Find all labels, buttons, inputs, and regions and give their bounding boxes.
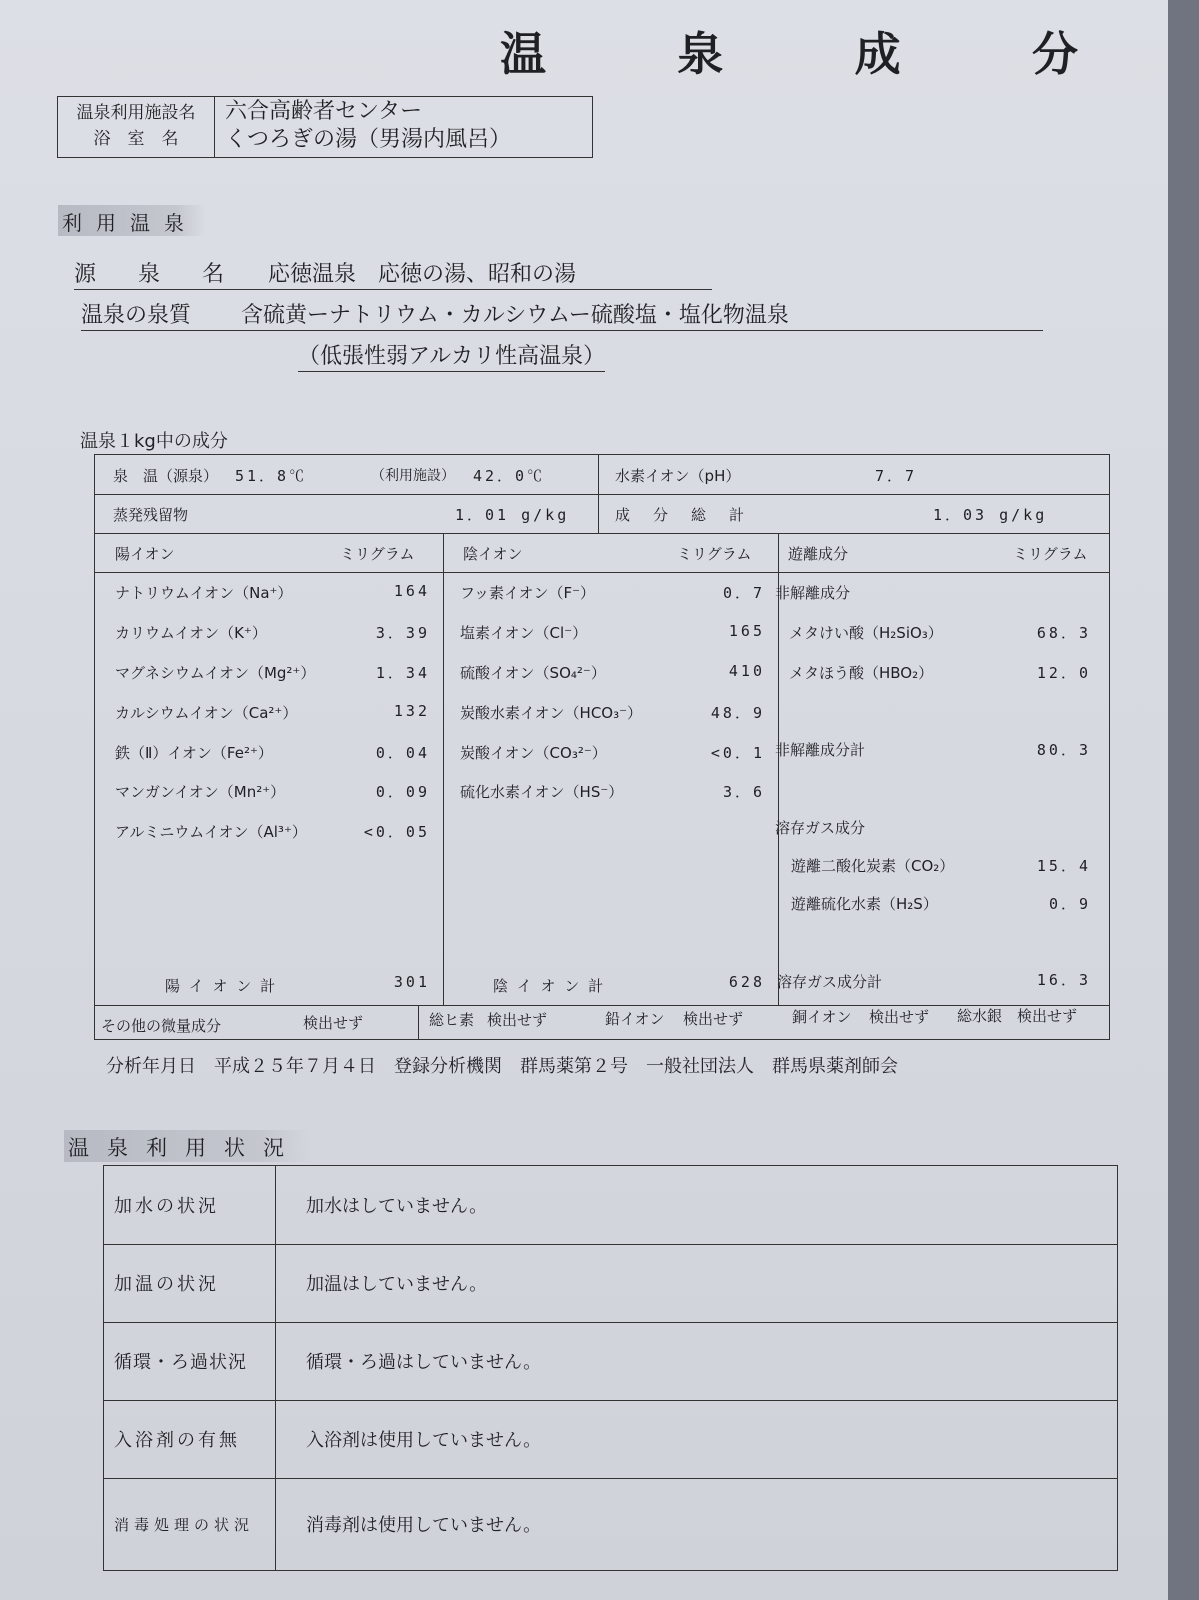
facility-values: [215, 97, 592, 157]
cation-value: 164: [393, 582, 430, 600]
nondissoc-name: メタほう酸（HBO₂）: [789, 664, 934, 682]
usage-row: [104, 1400, 1117, 1478]
gas-name: 遊離硫化水素（H₂S）: [791, 895, 938, 913]
ph-label: 水素イオン（pH）: [615, 467, 741, 485]
cation-value: 0．04: [375, 744, 430, 762]
usage-row-label: 加水の状況: [104, 1166, 276, 1244]
anion-value: 0．7: [722, 584, 765, 602]
divider: [778, 533, 779, 1005]
nondissoc-total-label: 非解離成分計: [775, 741, 866, 759]
total-label: 成 分 総 計: [615, 506, 749, 524]
quality-line: [81, 298, 1043, 331]
components-caption: 温泉１kg中の成分: [80, 431, 228, 452]
cation-header: 陽イオン: [115, 545, 175, 563]
divider: [443, 533, 444, 1005]
anion-value: <0．1: [710, 744, 765, 762]
nondissoc-total-value: 80．3: [1036, 741, 1091, 759]
gas-label: 溶存ガス成分: [775, 819, 866, 837]
anion-name: 塩素イオン（Cl⁻）: [460, 624, 588, 642]
usage-row: [104, 1478, 1117, 1570]
trace-item-value: 検出せず: [683, 1010, 744, 1028]
gas-value: 0．9: [1048, 895, 1091, 913]
nondissoc-value: 68．3: [1036, 624, 1091, 642]
anion-name: 硫化水素イオン（HS⁻）: [460, 783, 624, 801]
title-char-1: 温: [500, 27, 548, 81]
cation-value: 1．34: [375, 664, 430, 682]
cation-name: カリウムイオン（K⁺）: [115, 624, 267, 642]
usage-row-value: 入浴剤は使用していません。: [306, 1430, 542, 1451]
trace-item-value: 検出せず: [487, 1011, 548, 1029]
facility-labels: [58, 97, 215, 157]
cation-name: マンガンイオン（Mn²⁺）: [115, 783, 286, 801]
free-unit: ミリグラム: [1013, 545, 1088, 563]
nondissoc-label: 非解離成分: [775, 584, 851, 602]
ph-value: 7．7: [875, 467, 918, 485]
facility-label: 温泉利用施設名: [76, 103, 196, 123]
usage-row-label: 入浴剤の有無: [104, 1400, 276, 1478]
usage-row-value: 循環・ろ過はしていません。: [306, 1352, 542, 1373]
anion-name: 硫酸イオン（SO₄²⁻）: [460, 664, 606, 682]
anion-name: 炭酸イオン（CO₃²⁻）: [460, 744, 607, 762]
divider: [598, 455, 599, 533]
cation-name: 鉄（Ⅱ）イオン（Fe²⁺）: [115, 744, 273, 762]
usage-row: [104, 1166, 1117, 1244]
usage-table: [103, 1165, 1118, 1571]
source-label: 源 泉 名: [74, 262, 235, 287]
anion-name: フッ素イオン（F⁻）: [460, 584, 596, 602]
usage-row-label: 消毒処理の状況: [104, 1478, 276, 1570]
usage-row: [104, 1322, 1117, 1400]
anion-total-label: 陰 イ オ ン 計: [493, 977, 606, 995]
room-name: くつろぎの湯（男湯内風呂）: [225, 127, 512, 152]
components-table: [94, 454, 1110, 1040]
source-value: 応徳温泉 応徳の湯、昭和の湯: [268, 262, 577, 287]
temp-label: 泉 温（源泉）: [113, 467, 219, 485]
usage-row-label: 加温の状況: [104, 1244, 276, 1322]
page-title: [500, 18, 1080, 84]
quality-label: 温泉の泉質: [81, 303, 192, 328]
divider: [95, 494, 1109, 495]
anion-value: 410: [728, 662, 765, 680]
cation-value: 0．09: [375, 783, 430, 801]
usage-row-value: 加温はしていません。: [306, 1274, 488, 1295]
cation-value: <0．05: [363, 823, 430, 841]
anion-name: 炭酸水素イオン（HCO₃⁻）: [460, 704, 643, 722]
cation-name: マグネシウムイオン（Mg²⁺）: [115, 664, 316, 682]
residue-label: 蒸発残留物: [113, 506, 189, 524]
divider: [418, 1005, 419, 1039]
anion-value: 165: [728, 622, 765, 640]
usage-row: [104, 1244, 1117, 1322]
usage-row-value: 加水はしていません。: [306, 1196, 488, 1217]
trace-item-name: 総水銀: [957, 1007, 1003, 1025]
usage-row-label: 循環・ろ過状況: [104, 1322, 276, 1400]
gas-value: 15．4: [1036, 857, 1091, 875]
trace-label-value: 検出せず: [303, 1014, 364, 1032]
cation-name: アルミニウムイオン（Al³⁺）: [115, 823, 307, 841]
trace-label: その他の微量成分: [101, 1017, 222, 1035]
free-header: 遊離成分: [788, 545, 849, 563]
nondissoc-name: メタけい酸（H₂SiO₃）: [789, 624, 943, 642]
anion-total-value: 628: [728, 973, 765, 991]
usage-row-value: 消毒剤は使用していません。: [306, 1515, 542, 1536]
gas-total-value: 16．3: [1036, 971, 1091, 989]
cation-value: 3．39: [375, 624, 430, 642]
anion-value: 48．9: [710, 704, 765, 722]
analysis-info: 分析年月日 平成２５年７月４日 登録分析機関 群馬薬第２号 一般社団法人 群馬県薬剤師会: [106, 1056, 898, 1077]
cation-total-label: 陽 イ オ ン 計: [165, 977, 278, 995]
gas-total-label: 溶存ガス成分計: [777, 973, 883, 991]
anion-value: 3．6: [722, 783, 765, 801]
anion-header: 陰イオン: [463, 545, 523, 563]
title-char-3: 成: [854, 27, 903, 81]
cation-name: カルシウムイオン（Ca²⁺）: [115, 704, 298, 722]
facility-box: [57, 96, 593, 158]
cation-name: ナトリウムイオン（Na⁺）: [115, 584, 293, 602]
anion-unit: ミリグラム: [677, 545, 752, 563]
residue-value: 1．01 g/kg: [455, 506, 570, 524]
trace-item-value: 検出せず: [869, 1008, 930, 1026]
nondissoc-value: 12．0: [1036, 664, 1091, 682]
section-heading-usage: 温泉利用状況: [64, 1130, 310, 1162]
facility-name: 六合高齢者センター: [225, 99, 423, 124]
trace-item-value: 検出せず: [1017, 1007, 1078, 1025]
cation-unit: ミリグラム: [340, 545, 415, 563]
divider: [95, 572, 1109, 573]
trace-item-name: 総ヒ素: [429, 1011, 475, 1029]
temp-use-label: （利用施設）: [371, 468, 455, 484]
room-label: 浴 室 名: [93, 129, 179, 149]
title-char-2: 泉: [677, 27, 726, 81]
quality-value: 含硫黄ーナトリウム・カルシウムー硫酸塩・塩化物温泉: [241, 303, 789, 328]
temp-value: 51．8℃: [235, 467, 308, 485]
trace-item-name: 鉛イオン: [605, 1010, 665, 1028]
section-heading-spring: 利用温泉: [58, 205, 206, 236]
divider: [95, 533, 1109, 534]
cation-value: 132: [393, 702, 430, 720]
total-value: 1．03 g/kg: [933, 506, 1048, 524]
source-line: [74, 257, 712, 290]
temp-use-value: 42．0℃: [473, 467, 546, 485]
quality-note: （低張性弱アルカリ性高温泉）: [298, 339, 605, 372]
gas-name: 遊離二酸化炭素（CO₂）: [791, 857, 955, 875]
trace-item-name: 銅イオン: [792, 1008, 852, 1026]
cation-total-value: 301: [393, 973, 430, 991]
title-char-4: 分: [1031, 27, 1080, 81]
